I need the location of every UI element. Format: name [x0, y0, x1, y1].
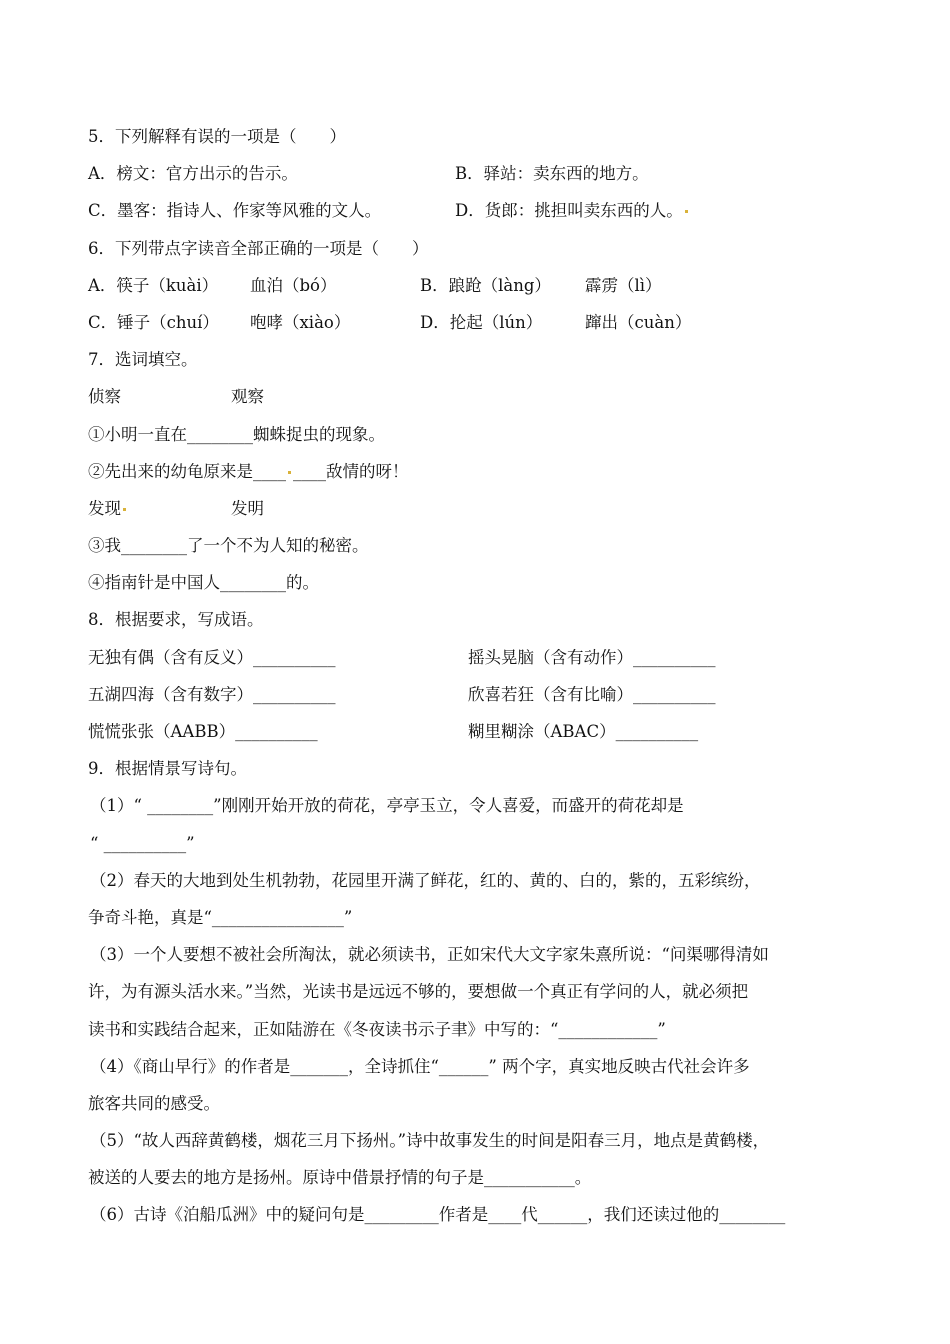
q6-option-c2: 咆哮（xiào） — [250, 312, 351, 332]
q8-row-2 — [88, 676, 878, 713]
q5-option-a: A．榜文：官方出示的告示。 — [88, 164, 298, 184]
q8-row-1 — [88, 639, 878, 676]
q7-word-faming: 发明 — [231, 498, 264, 518]
q8-item-4: 欣喜若狂（含有比喻）__________ — [468, 684, 716, 704]
q6-stem: 6．下列带点字读音全部正确的一项是（ ） — [88, 238, 429, 258]
q8-item-5: 慌慌张张（AABB）__________ — [88, 722, 318, 741]
q5-option-c: C．墨客：指诗人、作家等风雅的文人。 — [88, 201, 382, 221]
q9-part5-line1: （5）“故人西辞黄鹤楼，烟花三月下扬州。”诗中故事发生的时间是阳春三月，地点是黄鹤楼， — [90, 1131, 770, 1151]
q9-part3-line1: （3）一个人要想不被社会所淘汰，就必须读书，正如宋代大文字家朱熹所说：“问渠哪得清如 — [90, 945, 769, 965]
q9-part4-line2: 旅客共同的感受。 — [88, 1093, 220, 1113]
q7-word-guancha: 观察 — [231, 387, 264, 407]
q9-part2-line1: （2）春天的大地到处生机勃勃，花园里开满了鲜花，红的、黄的、白的，紫的，五彩缤纷， — [90, 870, 761, 890]
q6-row-ab — [88, 267, 878, 304]
q7-sentence-4: ④指南针是中国人________的。 — [88, 573, 319, 593]
q6-option-a1: A．筷子（kuài） — [88, 275, 219, 295]
q9-part6-line1: （6）古诗《泊船瓜洲》中的疑问句是_________作者是____代______，我们还读过他的________ — [90, 1205, 786, 1225]
q6-option-b1: B．踉跄（làng） — [420, 275, 551, 295]
q9-part2-line2: 争奇斗艳，真是“________________” — [88, 907, 353, 927]
q6-option-c1: C．锤子（chuí） — [88, 312, 219, 332]
q7-word-pair-1 — [88, 378, 878, 415]
q6-option-b2: 霹雳（lì） — [585, 275, 662, 295]
q5-option-d: D．货郎：挑担叫卖东西的人。 — [455, 192, 690, 229]
q9-part1-line2: “ __________” — [90, 833, 195, 853]
q6-row-cd — [88, 304, 878, 341]
q9-part1-line1: （1）“ ________”刚刚开始开放的荷花，亭亭玉立，令人喜爱，而盛开的荷花却是 — [90, 796, 684, 816]
q8-item-1: 无独有偶（含有反义）__________ — [88, 647, 336, 667]
q8-row-3 — [88, 713, 878, 750]
q8-item-6: 糊里糊涂（ABAC）__________ — [468, 722, 699, 741]
q7-sentence-2: ②先出来的幼龟原来是____ ____敌情的呀！ — [88, 461, 409, 481]
q6-option-a2: 血泊（bó） — [250, 275, 337, 295]
q7-word-pair-2 — [88, 490, 878, 527]
q6-option-d1: D．抡起（lún） — [420, 312, 543, 332]
q9-part5-line2: 被送的人要去的地方是扬州。原诗中借景抒情的句子是___________。 — [88, 1168, 592, 1188]
q7-sentence-3: ③我________了一个不为人知的秘密。 — [88, 536, 369, 556]
q9-part3-line3: 读书和实践结合起来，正如陆游在《冬夜读书示子聿》中写的：“____________” — [88, 1019, 666, 1039]
q7-word-zhencha: 侦察 — [88, 387, 121, 407]
q7-sentence-1: ①小明一直在________蜘蛛捉虫的现象。 — [88, 424, 385, 444]
q7-stem: 7．选词填空。 — [88, 350, 198, 370]
q5-row-cd — [88, 192, 878, 229]
q5-row-ab — [88, 155, 878, 192]
q5-option-b: B．驿站：卖东西的地方。 — [455, 164, 649, 184]
q9-part4-line1: （4）《商山早行》的作者是_______，全诗抓住“______” 两个字，真实地反映古代社会许多 — [90, 1056, 750, 1076]
worksheet-page — [88, 118, 878, 1234]
q6-option-d2: 蹿出（cuàn） — [585, 312, 692, 332]
q9-stem: 9．根据情景写诗句。 — [88, 759, 247, 779]
q9-part3-line2: 许，为有源头活水来。”当然，光读书是远远不够的，要想做一个真正有学问的人，就必须把 — [88, 982, 749, 1002]
q7-word-faxian: 发现 — [88, 498, 121, 518]
q8-item-3: 五湖四海（含有数字）__________ — [88, 684, 336, 704]
q5-stem: 5．下列解释有误的一项是（ ） — [88, 127, 346, 146]
q8-stem: 8．根据要求，写成语。 — [88, 610, 264, 630]
q8-item-2: 摇头晃脑（含有动作）__________ — [468, 647, 716, 667]
